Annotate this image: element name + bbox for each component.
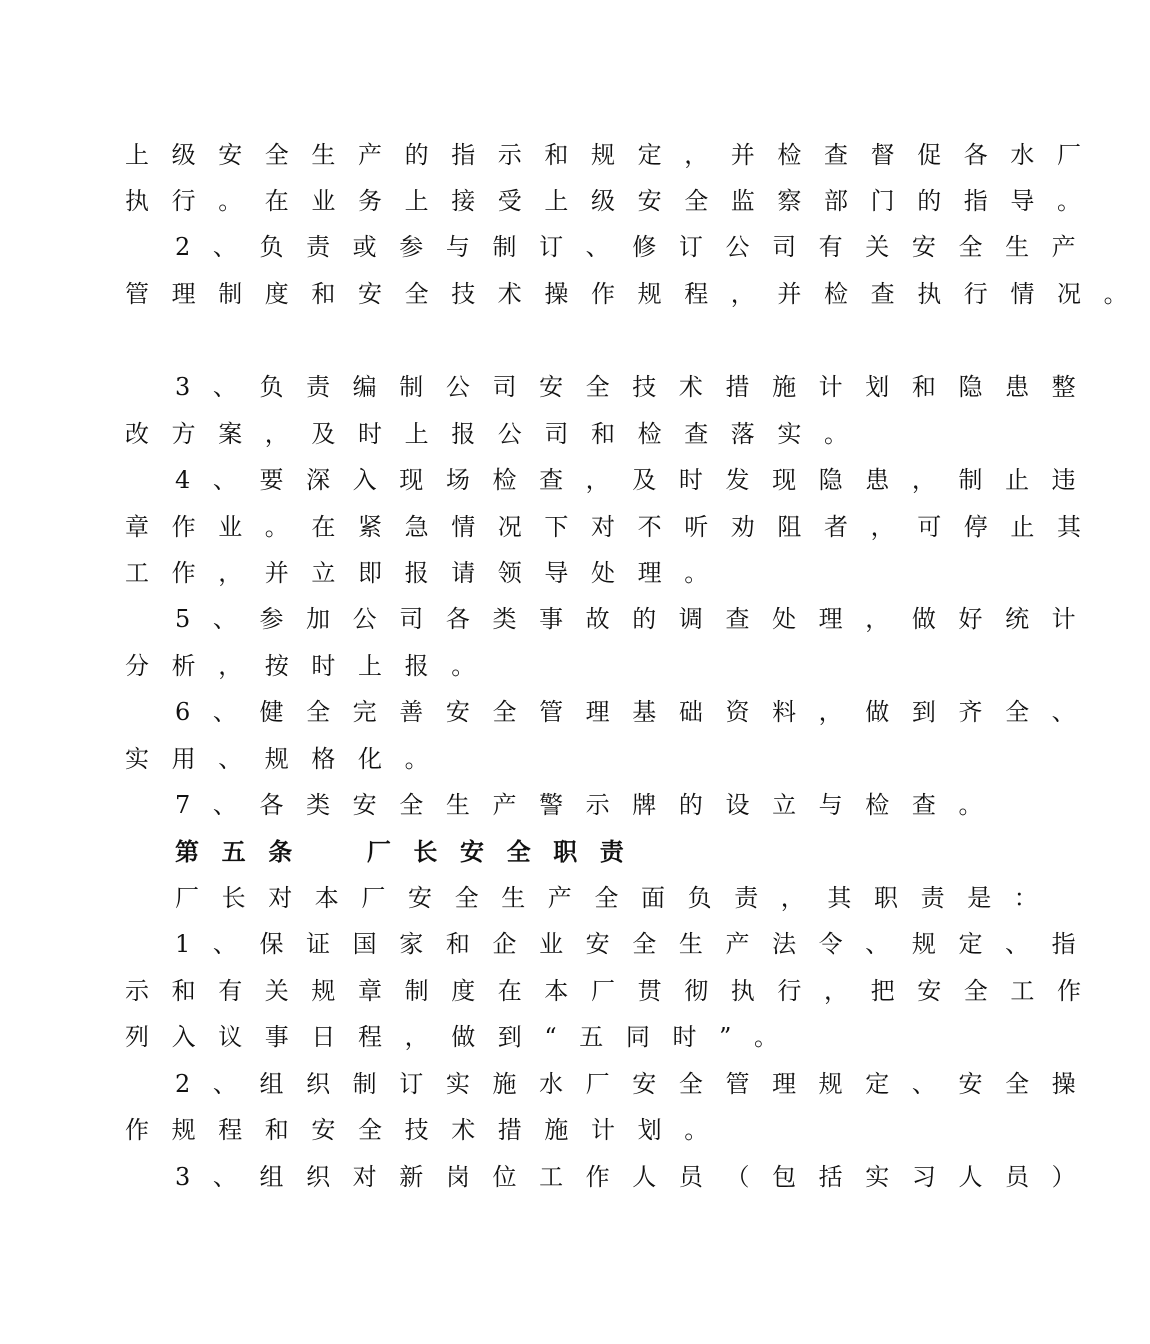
section-article-number: 第五条 (175, 837, 315, 866)
body-line: 2、组织制订实施水厂安全管理规定、安全操 (175, 1070, 1099, 1098)
body-line: 3、组织对新岗位工作人员（包括实习人员） (175, 1163, 1099, 1191)
body-line: 改方案，及时上报公司和检查落实。 (125, 420, 871, 448)
body-line: 执行。在业务上接受上级安全监察部门的指导。 (125, 187, 1104, 215)
body-line: 厂长对本厂安全生产全面负责，其职责是： (175, 884, 1061, 912)
body-line: 列入议事日程，做到“五同时”。 (125, 1023, 801, 1051)
body-line: 工作，并立即报请领导处理。 (125, 559, 731, 587)
body-line: 4、要深入现场检查，及时发现隐患，制止违 (175, 466, 1099, 494)
body-line: 章作业。在紧急情况下对不听劝阻者，可停止其 (125, 513, 1104, 541)
body-line: 示和有关规章制度在本厂贯彻执行，把安全工作 (125, 977, 1104, 1005)
body-line: 7、各类安全生产警示牌的设立与检查。 (175, 791, 1006, 819)
body-line: 2、负责或参与制订、修订公司有关安全生产 (175, 233, 1099, 261)
body-line: 6、健全完善安全管理基础资料，做到齐全、 (175, 698, 1099, 726)
body-line: 5、参加公司各类事故的调查处理，做好统计 (175, 605, 1099, 633)
body-line: 实用、规格化。 (125, 745, 452, 773)
body-line: 作规程和安全技术措施计划。 (125, 1116, 731, 1144)
body-line: 3、负责编制公司安全技术措施计划和隐患整 (175, 373, 1099, 401)
body-line: 上级安全生产的指示和规定，并检查督促各水厂 (125, 141, 1104, 169)
section-heading (175, 837, 646, 867)
body-line: 1、保证国家和企业安全生产法令、规定、指 (175, 930, 1099, 958)
body-line: 管理制度和安全技术操作规程，并检查执行情况。 (125, 280, 1150, 308)
section-title: 厂长安全职责 (366, 837, 647, 866)
body-line: 分析，按时上报。 (125, 652, 498, 680)
